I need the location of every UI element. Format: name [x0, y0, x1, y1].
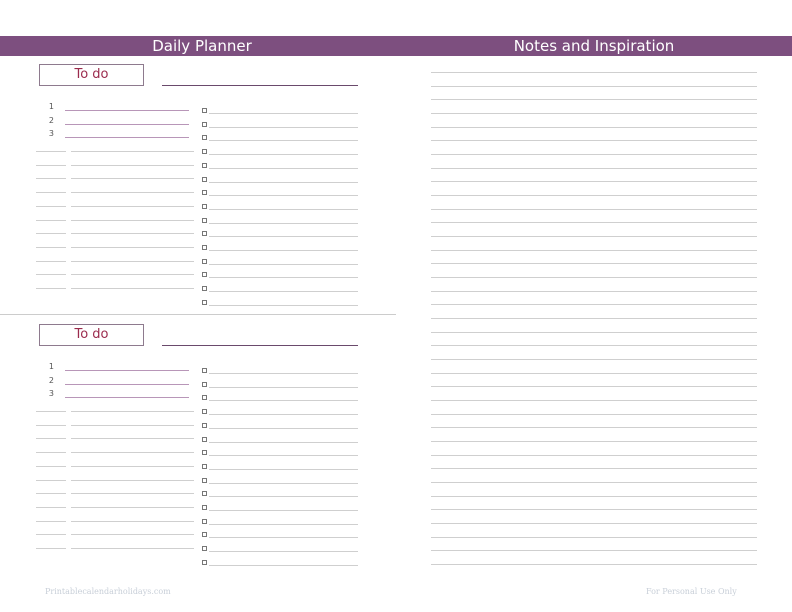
task-line[interactable] [71, 452, 194, 453]
notes-line[interactable] [431, 99, 757, 100]
footer-website: Printablecalendarholidays.com [45, 587, 171, 596]
priority-line[interactable] [65, 124, 189, 125]
priority-number: 2 [48, 376, 54, 385]
task-line[interactable] [71, 220, 194, 221]
task-line[interactable] [71, 438, 194, 439]
checkbox-icon[interactable] [202, 437, 207, 442]
checklist-line[interactable] [209, 400, 358, 401]
task-line[interactable] [71, 165, 194, 166]
checklist-line[interactable] [209, 209, 358, 210]
checkbox-icon[interactable] [202, 450, 207, 455]
checklist-line[interactable] [209, 154, 358, 155]
checkbox-icon[interactable] [202, 231, 207, 236]
notes-line[interactable] [431, 181, 757, 182]
notes-line[interactable] [431, 250, 757, 251]
checklist-line[interactable] [209, 140, 358, 141]
notes-line[interactable] [431, 550, 757, 551]
checklist-line[interactable] [209, 195, 358, 196]
checklist-line[interactable] [209, 496, 358, 497]
task-line[interactable] [71, 425, 194, 426]
time-line[interactable] [36, 521, 66, 522]
checkbox-icon[interactable] [202, 122, 207, 127]
checklist-line[interactable] [209, 264, 358, 265]
task-line[interactable] [71, 466, 194, 467]
todo-label-box: To do [39, 64, 144, 86]
checklist-line[interactable] [209, 551, 358, 552]
checkbox-icon[interactable] [202, 204, 207, 209]
time-line[interactable] [36, 493, 66, 494]
daily-planner-title: Daily Planner [152, 37, 252, 55]
notes-line[interactable] [431, 140, 757, 141]
checklist-line[interactable] [209, 277, 358, 278]
time-line[interactable] [36, 192, 66, 193]
checkbox-icon[interactable] [202, 218, 207, 223]
checkbox-icon[interactable] [202, 519, 207, 524]
checkbox-icon[interactable] [202, 272, 207, 277]
checkbox-icon[interactable] [202, 149, 207, 154]
notes-line[interactable] [431, 537, 757, 538]
checklist-line[interactable] [209, 127, 358, 128]
checklist-line[interactable] [209, 565, 358, 566]
notes-line[interactable] [431, 523, 757, 524]
section-divider [0, 314, 396, 315]
task-line[interactable] [71, 206, 194, 207]
checkbox-icon[interactable] [202, 491, 207, 496]
checkbox-icon[interactable] [202, 464, 207, 469]
checkbox-icon[interactable] [202, 505, 207, 510]
checkbox-icon[interactable] [202, 368, 207, 373]
checklist-line[interactable] [209, 387, 358, 388]
task-line[interactable] [71, 507, 194, 508]
notes-line[interactable] [431, 345, 757, 346]
notes-line[interactable] [431, 455, 757, 456]
checklist-line[interactable] [209, 510, 358, 511]
notes-line[interactable] [431, 72, 757, 73]
task-line[interactable] [71, 534, 194, 535]
date-line[interactable] [162, 345, 358, 346]
time-line[interactable] [36, 466, 66, 467]
task-line[interactable] [71, 274, 194, 275]
time-line[interactable] [36, 507, 66, 508]
time-line[interactable] [36, 151, 66, 152]
notes-line[interactable] [431, 209, 757, 210]
priority-number: 2 [48, 116, 54, 125]
checkbox-icon[interactable] [202, 546, 207, 551]
checklist-line[interactable] [209, 113, 358, 114]
time-line[interactable] [36, 425, 66, 426]
checklist-line[interactable] [209, 442, 358, 443]
time-line[interactable] [36, 165, 66, 166]
checkbox-icon[interactable] [202, 245, 207, 250]
notes-line[interactable] [431, 441, 757, 442]
notes-line[interactable] [431, 236, 757, 237]
notes-line[interactable] [431, 359, 757, 360]
checkbox-icon[interactable] [202, 286, 207, 291]
checkbox-icon[interactable] [202, 409, 207, 414]
checklist-line[interactable] [209, 455, 358, 456]
notes-line[interactable] [431, 332, 757, 333]
notes-line[interactable] [431, 468, 757, 469]
notes-line[interactable] [431, 291, 757, 292]
notes-line[interactable] [431, 496, 757, 497]
notes-line[interactable] [431, 304, 757, 305]
priority-number: 3 [48, 389, 54, 398]
task-line[interactable] [71, 548, 194, 549]
todo-label-box: To do [39, 324, 144, 346]
notes-line[interactable] [431, 154, 757, 155]
notes-line[interactable] [431, 318, 757, 319]
time-line[interactable] [36, 178, 66, 179]
notes-line[interactable] [431, 263, 757, 264]
notes-line[interactable] [431, 168, 757, 169]
checklist-line[interactable] [209, 305, 358, 306]
task-line[interactable] [71, 192, 194, 193]
checklist-line[interactable] [209, 537, 358, 538]
time-line[interactable] [36, 206, 66, 207]
time-line[interactable] [36, 438, 66, 439]
time-line[interactable] [36, 452, 66, 453]
notes-line[interactable] [431, 386, 757, 387]
priority-line[interactable] [65, 370, 189, 371]
time-line[interactable] [36, 548, 66, 549]
checklist-line[interactable] [209, 250, 358, 251]
checkbox-icon[interactable] [202, 382, 207, 387]
notes-line[interactable] [431, 86, 757, 87]
checklist-line[interactable] [209, 182, 358, 183]
priority-line[interactable] [65, 384, 189, 385]
priority-number: 1 [48, 102, 54, 111]
header-banner [0, 36, 792, 56]
checklist-line[interactable] [209, 414, 358, 415]
time-line[interactable] [36, 261, 66, 262]
checkbox-icon[interactable] [202, 135, 207, 140]
checkbox-icon[interactable] [202, 478, 207, 483]
time-line[interactable] [36, 220, 66, 221]
checklist-line[interactable] [209, 524, 358, 525]
checkbox-icon[interactable] [202, 190, 207, 195]
checklist-line[interactable] [209, 373, 358, 374]
checklist-line[interactable] [209, 483, 358, 484]
date-line[interactable] [162, 85, 358, 86]
task-line[interactable] [71, 247, 194, 248]
checklist-line[interactable] [209, 168, 358, 169]
checkbox-icon[interactable] [202, 532, 207, 537]
task-line[interactable] [71, 233, 194, 234]
checkbox-icon[interactable] [202, 300, 207, 305]
task-line[interactable] [71, 493, 194, 494]
notes-line[interactable] [431, 222, 757, 223]
notes-line[interactable] [431, 373, 757, 374]
priority-number: 3 [48, 129, 54, 138]
time-line[interactable] [36, 480, 66, 481]
notes-line[interactable] [431, 400, 757, 401]
checkbox-icon[interactable] [202, 108, 207, 113]
notes-line[interactable] [431, 509, 757, 510]
time-line[interactable] [36, 411, 66, 412]
priority-number: 1 [48, 362, 54, 371]
checkbox-icon[interactable] [202, 423, 207, 428]
notes-line[interactable] [431, 113, 757, 114]
task-line[interactable] [71, 480, 194, 481]
checklist-line[interactable] [209, 428, 358, 429]
notes-line[interactable] [431, 277, 757, 278]
priority-line[interactable] [65, 110, 189, 111]
checkbox-icon[interactable] [202, 177, 207, 182]
task-line[interactable] [71, 288, 194, 289]
checklist-line[interactable] [209, 469, 358, 470]
priority-line[interactable] [65, 397, 189, 398]
time-line[interactable] [36, 233, 66, 234]
checklist-line[interactable] [209, 291, 358, 292]
footer-personal-use: For Personal Use Only [646, 587, 737, 596]
task-line[interactable] [71, 411, 194, 412]
notes-line[interactable] [431, 127, 757, 128]
priority-line[interactable] [65, 137, 189, 138]
time-line[interactable] [36, 247, 66, 248]
task-line[interactable] [71, 151, 194, 152]
checkbox-icon[interactable] [202, 163, 207, 168]
checkbox-icon[interactable] [202, 395, 207, 400]
checkbox-icon[interactable] [202, 560, 207, 565]
time-line[interactable] [36, 288, 66, 289]
task-line[interactable] [71, 521, 194, 522]
task-line[interactable] [71, 178, 194, 179]
notes-title: Notes and Inspiration [513, 37, 675, 55]
notes-line[interactable] [431, 195, 757, 196]
checklist-line[interactable] [209, 236, 358, 237]
checklist-line[interactable] [209, 223, 358, 224]
task-line[interactable] [71, 261, 194, 262]
checkbox-icon[interactable] [202, 259, 207, 264]
notes-line[interactable] [431, 482, 757, 483]
notes-line[interactable] [431, 564, 757, 565]
time-line[interactable] [36, 274, 66, 275]
time-line[interactable] [36, 534, 66, 535]
notes-line[interactable] [431, 414, 757, 415]
notes-line[interactable] [431, 427, 757, 428]
